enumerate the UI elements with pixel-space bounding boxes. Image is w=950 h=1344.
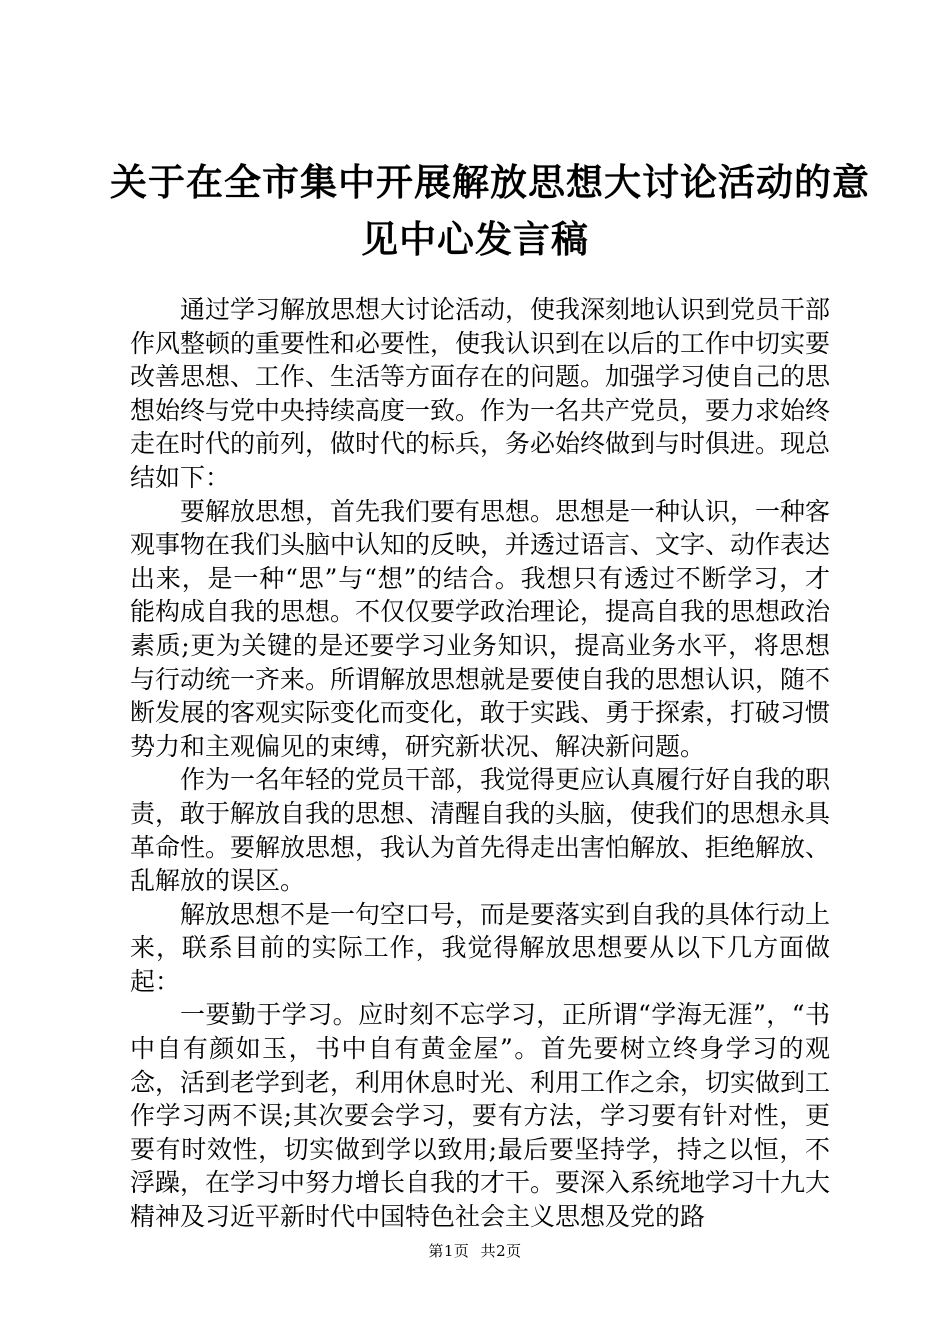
document-title-line-2: 见中心发言稿 <box>361 217 589 261</box>
page-footer <box>0 1240 950 1261</box>
page-number: 第1页 <box>428 1242 470 1260</box>
page-total: 共2页 <box>480 1242 522 1260</box>
document-body <box>130 293 830 1234</box>
paragraph-1: 通过学习解放思想大讨论活动，使我深刻地认识到党员干部作风整顿的重要性和必要性，使我认识到在以后的工作中切实要改善思想、工作、生活等方面存在的问题。加强学习使自己的思想始终与党中央持续高度一致。作为一名共产党员，要力求始终走在时代的前列，做时代的标兵，务必始终做到与时俱进。现总结如下： <box>130 295 831 492</box>
paragraph-4: 解放思想不是一句空口号，而是要落实到自我的具体行动上来，联系目前的实际工作，我觉得解放思想要从以下几方面做起： <box>130 899 831 996</box>
paragraph-3: 作为一名年轻的党员干部，我觉得更应认真履行好自我的职责，敢于解放自我的思想、清醒自我的头脑，使我们的思想永具革命性。要解放思想，我认为首先得走出害怕解放、拒绝解放、乱解放的误区。 <box>130 765 831 896</box>
paragraph-5: 一要勤于学习。应时刻不忘学习，正所谓“学海无涯”，“书中自有颜如玉，书中自有黄金屋”。首先要树立终身学习的观念，活到老学到老，利用休息时光、利用工作之余，切实做到工作学习两不误;其次要会学习，要有方法，学习要有针对性，更要有时效性，切实做到学以致用;最后要坚持学，持之以恒，不浮躁，在学习中努力增长自我的才干。要深入系统地学习十九大精神及习近平新时代中国特色社会主义思想及党的路 <box>130 1000 831 1232</box>
paragraph-2: 要解放思想，首先我们要有思想。思想是一种认识，一种客观事物在我们头脑中认知的反映，并透过语言、文字、动作表达出来，是一种“思”与“想”的结合。我想只有透过不断学习，才能构成自我的思想。不仅仅要学政治理论，提高自我的思想政治素质;更为关键的是还要学习业务知识，提高业务水平，将思想与行动统一齐来。所谓解放思想就是要使自我的思想认识，随不断发展的客观实际变化而变化，敢于实践、勇于探索，打破习惯势力和主观偏见的束缚，研究新状况、解决新问题。 <box>130 496 831 761</box>
document-title-line-1: 关于在全市集中开展解放思想大讨论活动的意 <box>110 160 870 204</box>
